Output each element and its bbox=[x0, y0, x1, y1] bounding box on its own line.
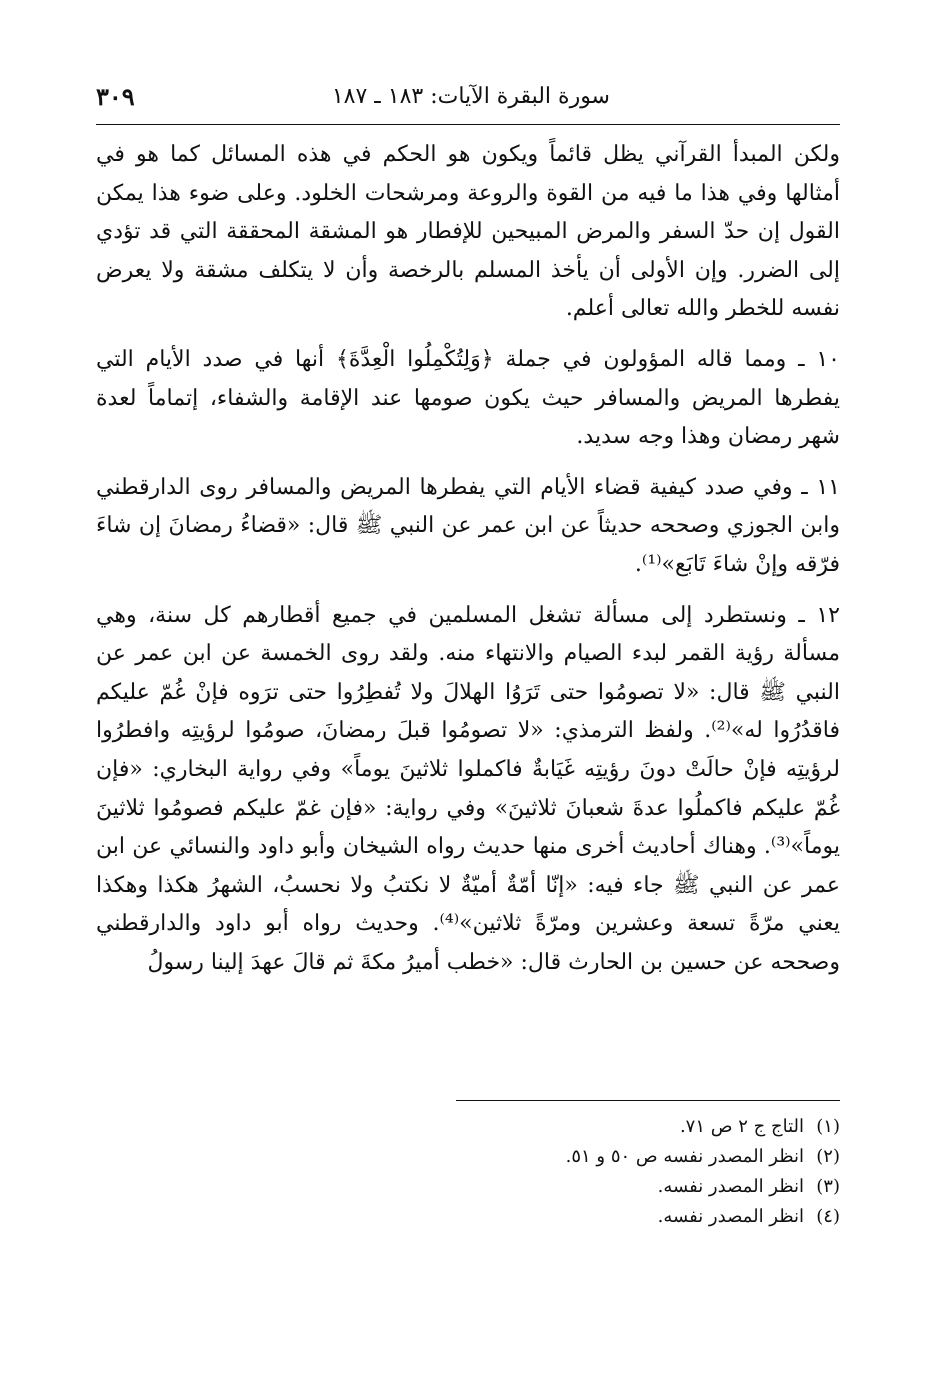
header-rule bbox=[96, 124, 840, 125]
footnote-number: (١) bbox=[816, 1116, 840, 1137]
footnote bbox=[96, 1112, 840, 1142]
footnote bbox=[96, 1172, 840, 1202]
page-header bbox=[96, 78, 840, 122]
footnotes bbox=[96, 1112, 840, 1232]
paragraph: ١٢ ـ ونستطرد إلى مسألة تشغل المسلمين في جميع أقطارهم كل سنة، وهي مسألة رؤية القمر لبدء الصيام والانتهاء منه. ولقد روى الخمسة عن ابن عمر عن النبي ﷺ قال: «لا تصومُوا حتى تَرَوُا الهلالَ ولا تُفطِرُوا حتى ترَوه فإنْ غُمّ عليكم فاقدُرُوا له»⁽²⁾. ولفظ الترمذي: «لا تصومُوا قبلَ رمضانَ، صومُوا لرؤيتِه وافطرُوا لرؤيتِه فإنْ حالَتْ دونَ رؤيتِه غَيَابةٌ فاكملوا ثلاثينَ يوماً» وفي رواية البخاري: «فإن غُمّ عليكم فاكملُوا عدةَ شعبانَ ثلاثينَ» وفي رواية: «فإن غمّ عليكم فصومُوا ثلاثينَ يوماً»⁽³⁾. وهناك أحاديث أخرى منها حديث رواه الشيخان وأبو داود والنسائي عن ابن عمر عن النبي ﷺ جاء فيه: «إنّا أمّةٌ أميّةٌ لا نكتبُ ولا نحسبُ، الشهرُ هكذا وهكذا يعني مرّةً تسعة وعشرين ومرّةً ثلاثين»⁽⁴⁾. وحديث رواه أبو داود والدارقطني وصححه عن حسين بن الحارث قال: «خطب أميرُ مكةَ ثم قالَ عهدَ إلينا رسولُ bbox=[96, 602, 841, 975]
footnote-number: (٣) bbox=[816, 1176, 840, 1197]
paragraph: ولكن المبدأ القرآني يظل قائماً ويكون هو الحكم في هذه المسائل كما هو في أمثالها وفي هذا ما فيه من القوة والروعة ومرشحات الخلود. وعلى ضوء هذا يمكن القول إن حدّ السفر والمرض المبيحين للإفطار هو المشقة المحققة التي قد تؤدي إلى الضرر. وإن الأولى أن يأخذ المسلم بالرخصة وأن لا يتكلف مشقة ولا يعرض نفسه للخطر والله تعالى أعلم. bbox=[96, 142, 841, 322]
footnote-rule bbox=[456, 1100, 840, 1101]
body-text bbox=[96, 136, 840, 982]
footnote-text: انظر المصدر نفسه ص ٥٠ و ٥١. bbox=[565, 1146, 804, 1167]
footnote bbox=[96, 1202, 840, 1232]
footnote-text: انظر المصدر نفسه. bbox=[657, 1176, 804, 1197]
footnote-text: التاج ج ٢ ص ٧١. bbox=[679, 1116, 804, 1137]
paragraph: ١٠ ـ ومما قاله المؤولون في جملة ﴿وَلِتُكْمِلُوا الْعِدَّةَ﴾ أنها في صدد الأيام التي يفطرها المريض والمسافر حيث يكون صومها عند الإقامة والشفاء، إتماماً لعدة شهر رمضان وهذا وجه سديد. bbox=[96, 346, 840, 450]
footnote-number: (٢) bbox=[816, 1146, 840, 1167]
running-title: سورة البقرة الآيات: ١٨٣ ـ ١٨٧ bbox=[331, 84, 610, 109]
page-number: ٣٠٩ bbox=[96, 82, 135, 111]
footnote bbox=[96, 1142, 840, 1172]
footnote-number: (٤) bbox=[816, 1206, 840, 1227]
paragraph: ١١ ـ وفي صدد كيفية قضاء الأيام التي يفطرها المريض والمسافر روى الدارقطني وابن الجوزي وصححه حديثاً عن ابن عمر عن النبي ﷺ قال: «قضاءُ رمضانَ إن شاءَ فرّقه وإنْ شاءَ تَابَع»⁽¹⁾. bbox=[96, 474, 840, 577]
book-page bbox=[96, 78, 840, 1328]
footnote-text: انظر المصدر نفسه. bbox=[657, 1206, 804, 1227]
